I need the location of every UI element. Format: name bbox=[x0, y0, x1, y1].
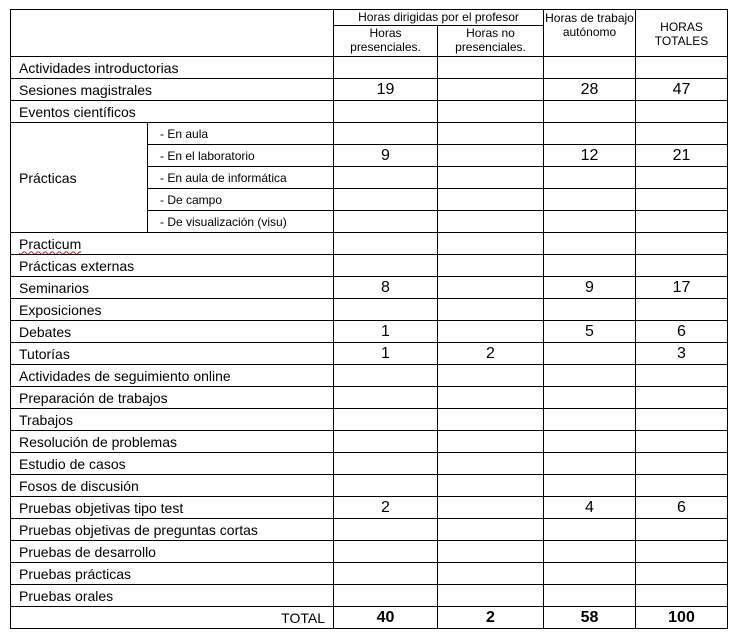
row-label: Exposiciones bbox=[11, 299, 334, 321]
table-row bbox=[11, 585, 728, 607]
cell-no-presenciales bbox=[438, 123, 544, 145]
cell-total bbox=[636, 431, 728, 453]
row-label: Estudio de casos bbox=[11, 453, 334, 475]
cell-autonomo bbox=[544, 541, 636, 563]
cell-presenciales bbox=[334, 453, 438, 475]
cell-total: 6 bbox=[636, 321, 728, 343]
table-row bbox=[11, 453, 728, 475]
practicas-sub-label: - En el laboratorio bbox=[148, 145, 334, 167]
cell-presenciales bbox=[334, 299, 438, 321]
cell-total bbox=[636, 57, 728, 79]
cell-no-presenciales bbox=[438, 541, 544, 563]
cell-autonomo bbox=[544, 519, 636, 541]
table-row bbox=[11, 299, 728, 321]
cell-autonomo: 4 bbox=[544, 497, 636, 519]
cell-no-presenciales bbox=[438, 189, 544, 211]
header-no-presenciales-cell: Horas no presenciales. bbox=[438, 26, 544, 57]
cell-no-presenciales bbox=[438, 409, 544, 431]
total-label: TOTAL bbox=[11, 607, 334, 629]
row-label: Trabajos bbox=[11, 409, 334, 431]
total-no-presenciales: 2 bbox=[438, 607, 544, 629]
cell-total bbox=[636, 475, 728, 497]
row-label: Sesiones magistrales bbox=[11, 79, 334, 101]
total-row bbox=[11, 607, 728, 629]
table-row bbox=[11, 475, 728, 497]
cell-presenciales bbox=[334, 189, 438, 211]
cell-no-presenciales bbox=[438, 453, 544, 475]
row-label: Pruebas orales bbox=[11, 585, 334, 607]
cell-autonomo bbox=[544, 123, 636, 145]
cell-no-presenciales bbox=[438, 79, 544, 101]
cell-no-presenciales bbox=[438, 145, 544, 167]
cell-total bbox=[636, 255, 728, 277]
cell-no-presenciales bbox=[438, 431, 544, 453]
cell-total bbox=[636, 299, 728, 321]
hours-table bbox=[10, 9, 728, 629]
table-row bbox=[11, 101, 728, 123]
cell-no-presenciales bbox=[438, 563, 544, 585]
cell-autonomo bbox=[544, 585, 636, 607]
cell-no-presenciales: 2 bbox=[438, 343, 544, 365]
table-row bbox=[11, 519, 728, 541]
header-presenciales-cell: Horas presenciales. bbox=[334, 26, 438, 57]
cell-autonomo bbox=[544, 299, 636, 321]
total-presenciales: 40 bbox=[334, 607, 438, 629]
cell-autonomo bbox=[544, 431, 636, 453]
cell-total: 3 bbox=[636, 343, 728, 365]
cell-autonomo bbox=[544, 365, 636, 387]
cell-no-presenciales bbox=[438, 255, 544, 277]
cell-presenciales bbox=[334, 255, 438, 277]
cell-no-presenciales bbox=[438, 101, 544, 123]
table-row bbox=[11, 387, 728, 409]
table-row bbox=[11, 277, 728, 299]
cell-total bbox=[636, 563, 728, 585]
cell-autonomo bbox=[544, 563, 636, 585]
table-row bbox=[11, 255, 728, 277]
cell-total bbox=[636, 167, 728, 189]
cell-presenciales: 9 bbox=[334, 145, 438, 167]
practicas-label: Prácticas bbox=[11, 123, 148, 233]
cell-presenciales bbox=[334, 585, 438, 607]
cell-autonomo bbox=[544, 475, 636, 497]
cell-presenciales: 8 bbox=[334, 277, 438, 299]
cell-autonomo bbox=[544, 211, 636, 233]
row-label: Pruebas objetivas de preguntas cortas bbox=[11, 519, 334, 541]
table-row bbox=[11, 233, 728, 255]
cell-no-presenciales bbox=[438, 365, 544, 387]
cell-autonomo bbox=[544, 453, 636, 475]
cell-autonomo bbox=[544, 233, 636, 255]
table-row bbox=[11, 321, 728, 343]
cell-presenciales bbox=[334, 365, 438, 387]
cell-presenciales: 1 bbox=[334, 321, 438, 343]
cell-no-presenciales bbox=[438, 519, 544, 541]
header-row-1 bbox=[11, 10, 728, 26]
table-row bbox=[11, 541, 728, 563]
cell-presenciales bbox=[334, 409, 438, 431]
cell-autonomo bbox=[544, 101, 636, 123]
cell-presenciales bbox=[334, 387, 438, 409]
cell-total bbox=[636, 409, 728, 431]
cell-total bbox=[636, 123, 728, 145]
total-autonomo: 58 bbox=[544, 607, 636, 629]
cell-total: 6 bbox=[636, 497, 728, 519]
cell-total bbox=[636, 519, 728, 541]
row-label: Pruebas de desarrollo bbox=[11, 541, 334, 563]
cell-total bbox=[636, 101, 728, 123]
practicas-sub-label: - De campo bbox=[148, 189, 334, 211]
table-row bbox=[11, 365, 728, 387]
table-row bbox=[11, 123, 728, 145]
row-label: Actividades de seguimiento online bbox=[11, 365, 334, 387]
cell-no-presenciales bbox=[438, 277, 544, 299]
row-label: Seminarios bbox=[11, 277, 334, 299]
cell-presenciales bbox=[334, 541, 438, 563]
cell-total bbox=[636, 387, 728, 409]
row-label: Fosos de discusión bbox=[11, 475, 334, 497]
cell-autonomo bbox=[544, 167, 636, 189]
practicas-sub-label: - De visualización (visu) bbox=[148, 211, 334, 233]
cell-total bbox=[636, 453, 728, 475]
cell-autonomo: 12 bbox=[544, 145, 636, 167]
cell-presenciales: 2 bbox=[334, 497, 438, 519]
cell-autonomo: 5 bbox=[544, 321, 636, 343]
cell-presenciales bbox=[334, 211, 438, 233]
cell-total bbox=[636, 233, 728, 255]
cell-no-presenciales bbox=[438, 299, 544, 321]
table-row bbox=[11, 431, 728, 453]
cell-no-presenciales bbox=[438, 475, 544, 497]
cell-presenciales bbox=[334, 123, 438, 145]
cell-autonomo bbox=[544, 57, 636, 79]
cell-presenciales bbox=[334, 519, 438, 541]
table-row bbox=[11, 343, 728, 365]
cell-total bbox=[636, 585, 728, 607]
cell-presenciales: 1 bbox=[334, 343, 438, 365]
cell-presenciales bbox=[334, 233, 438, 255]
table-row bbox=[11, 409, 728, 431]
practicum-label: Practicum bbox=[19, 235, 82, 252]
cell-presenciales bbox=[334, 167, 438, 189]
cell-autonomo: 28 bbox=[544, 79, 636, 101]
cell-total: 17 bbox=[636, 277, 728, 299]
cell-no-presenciales bbox=[438, 321, 544, 343]
total-horas: 100 bbox=[636, 607, 728, 629]
row-label: Debates bbox=[11, 321, 334, 343]
row-label bbox=[11, 233, 334, 255]
cell-no-presenciales bbox=[438, 233, 544, 255]
table-row bbox=[11, 79, 728, 101]
row-label: Prácticas externas bbox=[11, 255, 334, 277]
header-autonomo-cell: Horas de trabajo autónomo bbox=[544, 10, 636, 57]
cell-presenciales bbox=[334, 431, 438, 453]
row-label: Pruebas objetivas tipo test bbox=[11, 497, 334, 519]
row-label: Eventos científicos bbox=[11, 101, 334, 123]
cell-total bbox=[636, 365, 728, 387]
header-group-cell: Horas dirigidas por el profesor bbox=[334, 10, 544, 26]
cell-no-presenciales bbox=[438, 497, 544, 519]
cell-presenciales bbox=[334, 101, 438, 123]
cell-no-presenciales bbox=[438, 57, 544, 79]
row-label: Resolución de problemas bbox=[11, 431, 334, 453]
cell-total bbox=[636, 189, 728, 211]
cell-presenciales bbox=[334, 563, 438, 585]
row-label: Preparación de trabajos bbox=[11, 387, 334, 409]
row-label: Actividades introductorias bbox=[11, 57, 334, 79]
practicas-sub-label: - En aula bbox=[148, 123, 334, 145]
cell-total: 47 bbox=[636, 79, 728, 101]
table-row bbox=[11, 57, 728, 79]
cell-autonomo bbox=[544, 189, 636, 211]
cell-total bbox=[636, 211, 728, 233]
cell-autonomo: 9 bbox=[544, 277, 636, 299]
row-label: Pruebas prácticas bbox=[11, 563, 334, 585]
cell-no-presenciales bbox=[438, 167, 544, 189]
cell-presenciales bbox=[334, 475, 438, 497]
table-row bbox=[11, 497, 728, 519]
cell-presenciales bbox=[334, 57, 438, 79]
cell-no-presenciales bbox=[438, 387, 544, 409]
cell-presenciales: 19 bbox=[334, 79, 438, 101]
cell-autonomo bbox=[544, 387, 636, 409]
cell-total bbox=[636, 541, 728, 563]
cell-no-presenciales bbox=[438, 211, 544, 233]
cell-autonomo bbox=[544, 255, 636, 277]
row-label: Tutorías bbox=[11, 343, 334, 365]
practicas-sub-label: - En aula de informática bbox=[148, 167, 334, 189]
header-totales-cell: HORAS TOTALES bbox=[636, 10, 728, 57]
cell-no-presenciales bbox=[438, 585, 544, 607]
cell-total: 21 bbox=[636, 145, 728, 167]
cell-autonomo bbox=[544, 343, 636, 365]
table-row bbox=[11, 563, 728, 585]
header-blank-cell bbox=[11, 10, 334, 57]
cell-autonomo bbox=[544, 409, 636, 431]
